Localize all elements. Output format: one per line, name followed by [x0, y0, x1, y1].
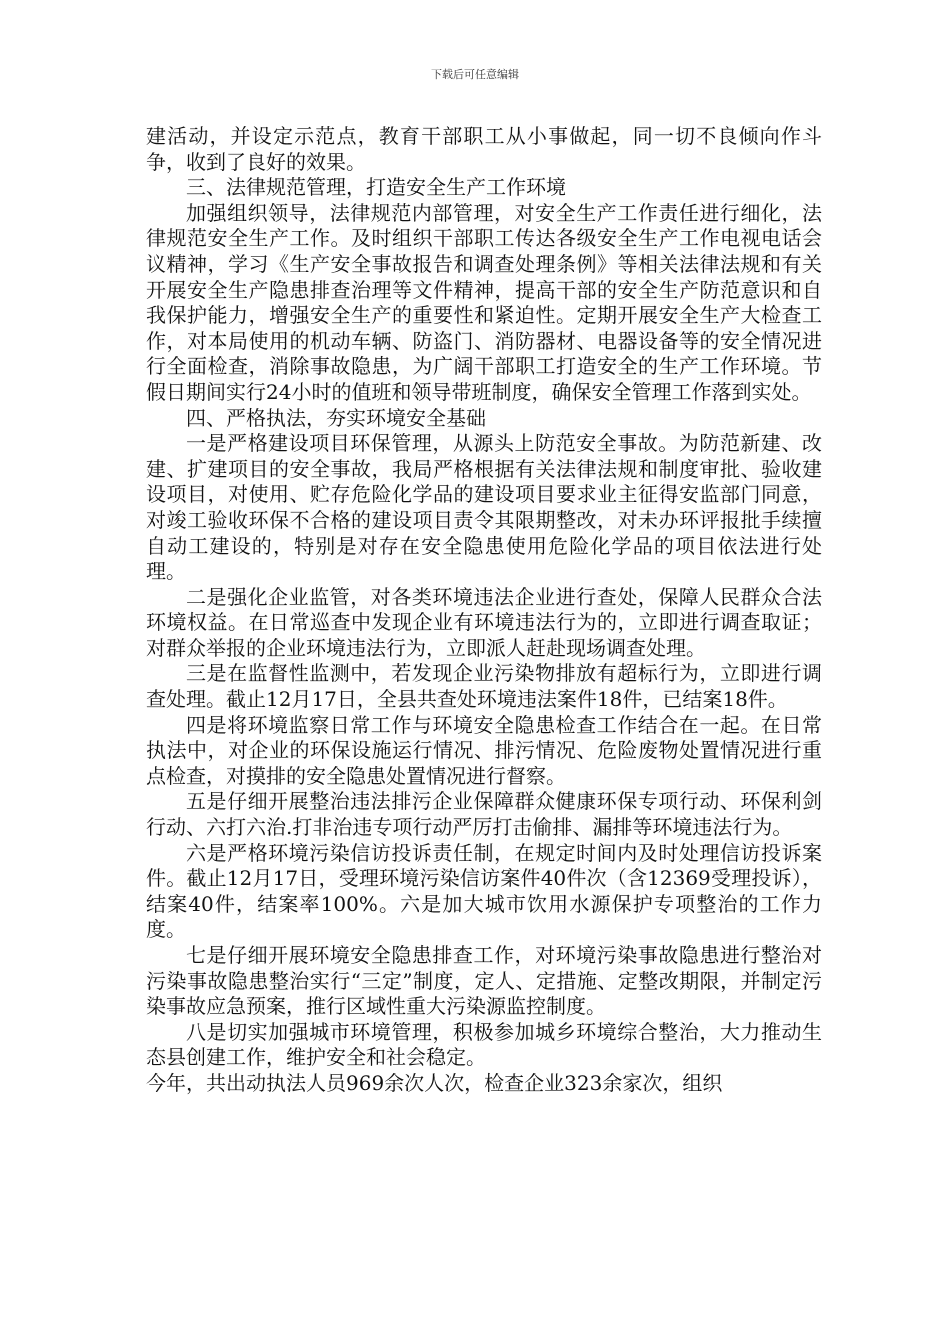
paragraph: 五是仔细开展整治违法排污企业保障群众健康环保专项行动、环保利剑行动、六打六治.打非治违专项行动严厉打击偷排、漏排等环境违法行为。 — [146, 789, 822, 840]
paragraph: 三、法律规范管理，打造安全生产工作环境 — [186, 175, 566, 200]
paragraph: 二是强化企业监管，对各类环境违法企业进行查处，保障人民群众合法环境权益。在日常巡查中发现企业有环境违法行为的，立即进行调查取证；对群众举报的企业环境违法行为，立即派人赶赴现场调查处理。 — [146, 584, 822, 660]
paragraph: 七是仔细开展环境安全隐患排查工作，对环境污染事故隐患进行整治对污染事故隐患整治实行“三定”制度，定人、定措施、定整改期限，并制定污染事故应急预案，推行区域性重大污染源监控制度。 — [146, 943, 822, 1019]
page-header: 下载后可任意编辑 — [431, 68, 519, 81]
paragraph: 加强组织领导，法律规范内部管理，对安全生产工作责任进行细化，法律规范安全生产工作。及时组织干部职工传达各级安全生产工作电视电话会议精神，学习《生产安全事故报告和调查处理条例》等相关法律法规和有关开展安全生产隐患排查治理等文件精神，提高干部的安全生产防范意识和自我保护能力，增强安全生产的重要性和紧迫性。定期开展安全生产大检查工作，对本局使用的机动车辆、防盗门、消防器材、电器设备等的安全情况进行全面检查，消除事故隐患，为广阔干部职工打造安全的生产工作环境。节假日期间实行24小时的值班和领导带班制度，确保安全管理工作落到实处。 — [146, 200, 822, 404]
paragraph: 今年，共出动执法人员969余次人次，检查企业323余家次，组织 — [146, 1070, 723, 1095]
paragraph: 八是切实加强城市环境管理，积极参加城乡环境综合整治，大力推动生态县创建工作，维护安全和社会稳定。 — [146, 1019, 822, 1070]
document-body — [146, 124, 822, 1097]
paragraph: 六是严格环境污染信访投诉责任制，在规定时间内及时处理信访投诉案件。截止12月17日，受理环境污染信访案件40件次（含12369受理投诉），结案40件，结案率100%。六是加大城市饮用水源保护专项整治的工作力度。 — [146, 840, 822, 942]
paragraph: 一是严格建设项目环保管理，从源头上防范安全事故。为防范新建、改建、扩建项目的安全事故，我局严格根据有关法律法规和制度审批、验收建设项目，对使用、贮存危险化学品的建设项目要求业主征得安监部门同意，对竣工验收环保不合格的建设项目责令其限期整改，对未办环评报批手续擅自动工建设的，特别是对存在安全隐患使用危险化学品的项目依法进行处理。 — [146, 431, 822, 584]
paragraph: 三是在监督性监测中，若发现企业污染物排放有超标行为，立即进行调查处理。截止12月17日，全县共查处环境违法案件18件，已结案18件。 — [146, 661, 822, 712]
paragraph: 四、严格执法，夯实环境安全基础 — [186, 405, 486, 430]
paragraph: 建活动，并设定示范点，教育干部职工从小事做起，同一切不良倾向作斗争，收到了良好的效果。 — [146, 124, 822, 174]
paragraph: 四是将环境监察日常工作与环境安全隐患检查工作结合在一起。在日常执法中，对企业的环保设施运行情况、排污情况、危险废物处置情况进行重点检查，对摸排的安全隐患处置情况进行督察。 — [146, 712, 822, 788]
